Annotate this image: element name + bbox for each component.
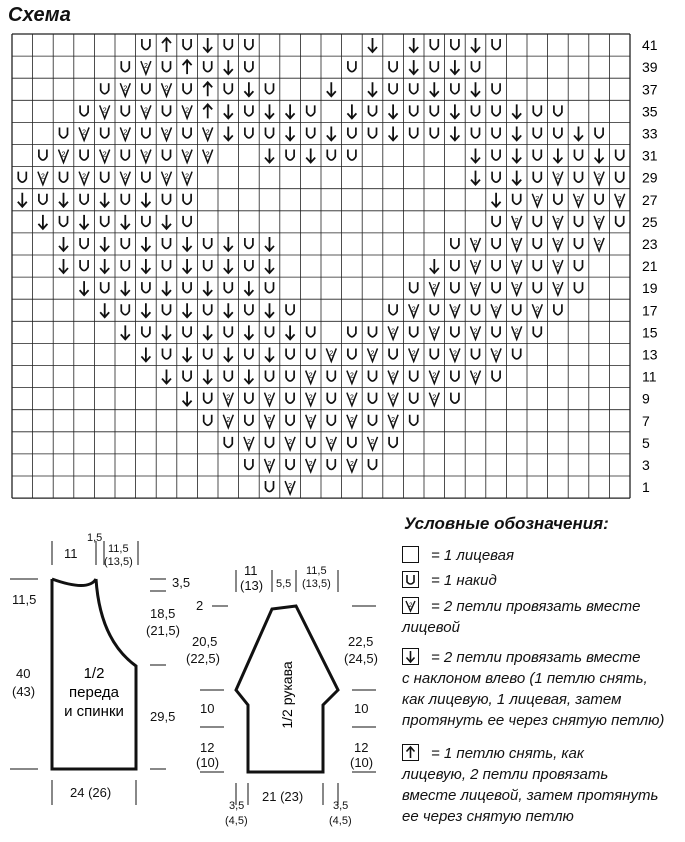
k2tog-mark-label: 2 xyxy=(473,239,478,247)
dim-left-a: 20,5 xyxy=(192,634,218,649)
row-label: 5 xyxy=(642,434,650,451)
k2tog-mark-label: 2 xyxy=(514,328,519,336)
k2tog-mark-label: 2 xyxy=(226,416,231,424)
k2tog-mark-label: 2 xyxy=(473,328,478,336)
k2tog-mark-label: 2 xyxy=(494,350,499,358)
k2tog-mark-label: 2 xyxy=(308,372,313,380)
k2tog-mark-label: 2 xyxy=(226,394,231,402)
row-label: 41 xyxy=(642,37,658,54)
dim-right-a: 22,5 xyxy=(348,634,374,649)
legend-item-k2tog: 2 = 2 петли провязать вместе лицевой xyxy=(402,598,641,636)
k2tog-mark-label: 2 xyxy=(617,195,622,203)
k2tog-mark-label: 2 xyxy=(102,151,107,159)
dim-left-low-a: 12 xyxy=(200,740,215,755)
legend-item-sk2p: = 1 петлю снять, как лицевую, 2 петли провязать вместе лицевой, затем протянуть ее через снятую петлю xyxy=(402,745,659,825)
row-label: 39 xyxy=(642,59,658,76)
k2tog-mark-label: 2 xyxy=(185,107,190,115)
k2tog-mark-label: 2 xyxy=(597,173,602,181)
legend-item-knit: = 1 лицевая xyxy=(402,545,682,566)
legend-title: Условные обозначения: xyxy=(404,514,609,533)
sleeve-label: 1/2 рукава xyxy=(279,661,295,729)
k2tog-mark-label: 2 xyxy=(205,129,210,137)
k2tog-mark-label: 2 xyxy=(432,372,437,380)
svg-text:2: 2 xyxy=(408,603,413,609)
dim-armhole-b: (21,5) xyxy=(146,623,180,638)
k2tog-mark-label: 2 xyxy=(308,460,313,468)
dim-left-mid: 10 xyxy=(200,701,215,716)
dim-right-b: (24,5) xyxy=(344,651,378,666)
k2tog-mark-label: 2 xyxy=(555,239,560,247)
k2tog-mark-label: 2 xyxy=(143,63,148,71)
legend-item-yarn-over: = 1 накид xyxy=(402,570,682,591)
k2tog-mark-label: 2 xyxy=(535,306,540,314)
k2tog-mark-label: 2 xyxy=(143,107,148,115)
k2tog-mark-label: 2 xyxy=(391,416,396,424)
k2tog-mark-label: 2 xyxy=(143,151,148,159)
k2tog-mark-label: 2 xyxy=(185,151,190,159)
row-label: 15 xyxy=(642,324,658,341)
dim-sleeve-top-e: (13,5) xyxy=(302,578,331,590)
legend-item-ssk: = 2 петли провязать вместе с наклоном влево (1 петлю снять, как лицевую, 1 лицевая, затем протянуть ее через снятую петлю) xyxy=(402,649,665,729)
k2tog-mark-label: 2 xyxy=(452,350,457,358)
k2tog-mark-label: 2 xyxy=(514,239,519,247)
dim-cap-top: 2 xyxy=(196,598,204,613)
k2tog-mark-label: 2 xyxy=(391,372,396,380)
k2tog-mark-label: 2 xyxy=(432,328,437,336)
k2tog-mark-label: 2 xyxy=(535,195,540,203)
k2tog-mark-label: 2 xyxy=(473,262,478,270)
k2tog-mark-label: 2 xyxy=(514,284,519,292)
k2tog-mark-label: 2 xyxy=(555,217,560,225)
dim-neck-c: (13,5) xyxy=(104,556,133,568)
dim-side: 29,5 xyxy=(150,709,176,724)
dim-right-low-b: (10) xyxy=(350,755,374,770)
dim-sleeve-bottom: 21 (23) xyxy=(262,789,304,804)
k2tog-mark-label: 2 xyxy=(349,394,354,402)
k2tog-mark-label: 2 xyxy=(123,129,128,137)
row-label: 37 xyxy=(642,81,658,98)
body-label-3: и спинки xyxy=(64,703,124,720)
k2tog-mark-label: 2 xyxy=(164,129,169,137)
row-label: 29 xyxy=(642,169,658,186)
k2tog-mark-label: 2 xyxy=(267,416,272,424)
k2tog-mark-label: 2 xyxy=(391,328,396,336)
k2tog-mark-label: 2 xyxy=(61,151,66,159)
k2tog-mark-label: 2 xyxy=(267,394,272,402)
k2tog-mark-label: 2 xyxy=(185,173,190,181)
dim-neck-a: 1,5 xyxy=(87,532,103,544)
dim-left-low-b: (10) xyxy=(196,755,220,770)
k2tog-mark-label: 2 xyxy=(205,151,210,159)
chart-title: Схема xyxy=(8,4,72,26)
body-label-2: переда xyxy=(69,684,119,701)
k2tog-mark-label: 2 xyxy=(370,438,375,446)
row-label: 25 xyxy=(642,213,658,230)
row-label: 7 xyxy=(642,412,650,429)
k2tog-mark-label: 2 xyxy=(555,262,560,270)
row-label: 31 xyxy=(642,147,658,164)
dim-sleeve-top-a: 11 xyxy=(244,563,258,578)
dim-neck-b: 11,5 xyxy=(108,543,129,555)
k2tog-mark-label: 2 xyxy=(123,173,128,181)
k2tog-mark-label: 2 xyxy=(597,217,602,225)
row-label: 1 xyxy=(642,479,650,496)
dim-top-left: 11 xyxy=(64,546,78,561)
k2tog-mark-label: 2 xyxy=(164,173,169,181)
k2tog-mark-label: 2 xyxy=(432,394,437,402)
k2tog-mark-label: 2 xyxy=(308,394,313,402)
k2tog-mark-label: 2 xyxy=(597,239,602,247)
k2tog-mark-label: 2 xyxy=(514,262,519,270)
dim-height-a: 40 xyxy=(16,666,31,681)
k2tog-mark-label: 2 xyxy=(370,350,375,358)
dim-sleeve-top-d: 11,5 xyxy=(306,565,327,577)
k2tog-mark-label: 2 xyxy=(411,306,416,314)
k2tog-mark-label: 2 xyxy=(102,107,107,115)
dim-armhole-a: 18,5 xyxy=(150,606,176,621)
dim-left-b: (22,5) xyxy=(186,651,220,666)
k2tog-mark-label: 2 xyxy=(329,350,334,358)
dim-armhole-top: 3,5 xyxy=(172,575,191,590)
dim-left-shoulder: 11,5 xyxy=(12,592,37,607)
k2tog-mark-label: 2 xyxy=(82,173,87,181)
k2tog-mark-label: 2 xyxy=(473,372,478,380)
k2tog-mark-label: 2 xyxy=(349,460,354,468)
row-label: 21 xyxy=(642,258,658,275)
row-label: 19 xyxy=(642,280,658,297)
dim-bl-b: (4,5) xyxy=(225,815,248,827)
k2tog-mark-label: 2 xyxy=(452,306,457,314)
dim-sleeve-top-c: 5,5 xyxy=(276,578,292,590)
row-label: 13 xyxy=(642,346,658,363)
dim-br-a: 3,5 xyxy=(333,800,349,812)
row-label: 3 xyxy=(642,456,650,473)
k2tog-mark-label: 2 xyxy=(514,217,519,225)
row-label: 33 xyxy=(642,125,658,142)
k2tog-mark-label: 2 xyxy=(576,195,581,203)
k2tog-mark-label: 2 xyxy=(349,416,354,424)
k2tog-mark-label: 2 xyxy=(40,173,45,181)
body-neckline xyxy=(52,579,96,586)
k2tog-mark-label: 2 xyxy=(329,438,334,446)
k2tog-mark-label: 2 xyxy=(288,438,293,446)
k2tog-mark-label: 2 xyxy=(494,306,499,314)
k2tog-mark-label: 2 xyxy=(82,129,87,137)
body-label-1: 1/2 xyxy=(83,665,105,682)
row-label: 23 xyxy=(642,235,658,252)
k2tog-mark-label: 2 xyxy=(411,350,416,358)
dim-right-mid: 10 xyxy=(354,701,369,716)
row-label: 35 xyxy=(642,103,658,120)
dim-height-b: (43) xyxy=(12,684,36,699)
k2tog-mark-label: 2 xyxy=(267,460,272,468)
row-label: 17 xyxy=(642,302,658,319)
k2tog-mark-label: 2 xyxy=(432,284,437,292)
row-label: 27 xyxy=(642,191,658,208)
k2tog-mark-label: 2 xyxy=(123,85,128,93)
k2tog-mark-label: 2 xyxy=(288,483,293,491)
k2tog-mark-label: 2 xyxy=(308,416,313,424)
dim-br-b: (4,5) xyxy=(329,815,352,827)
k2tog-mark-label: 2 xyxy=(246,438,251,446)
dim-width: 24 (26) xyxy=(70,785,112,800)
k2tog-mark-label: 2 xyxy=(555,284,560,292)
row-label: 9 xyxy=(642,390,650,407)
k2tog-mark-label: 2 xyxy=(164,85,169,93)
k2tog-mark-label: 2 xyxy=(555,173,560,181)
k2tog-mark-label: 2 xyxy=(391,394,396,402)
dim-bl-a: 3,5 xyxy=(229,800,245,812)
k2tog-mark-label: 2 xyxy=(473,284,478,292)
dim-sleeve-top-b: (13) xyxy=(240,578,264,593)
k2tog-mark-label: 2 xyxy=(349,372,354,380)
row-label: 11 xyxy=(642,368,657,385)
dim-right-low-a: 12 xyxy=(354,740,369,755)
